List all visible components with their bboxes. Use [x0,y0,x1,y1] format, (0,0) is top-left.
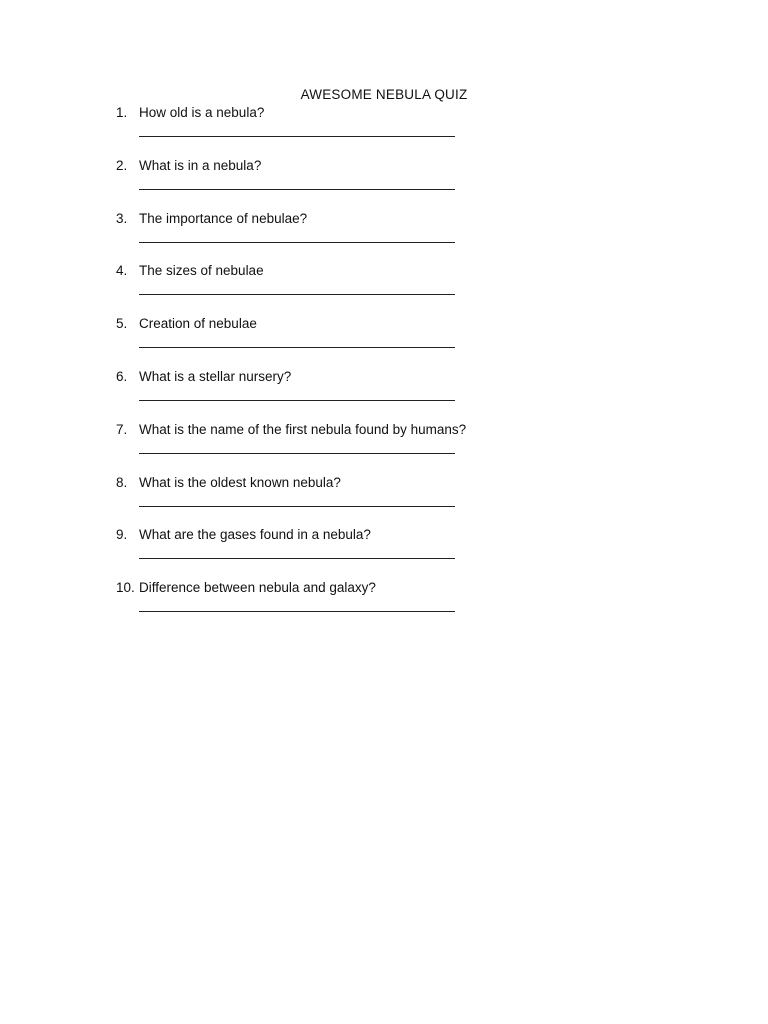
question-number: 4. [116,263,128,279]
question-row [116,315,576,333]
question-item [116,262,576,315]
answer-line[interactable] [139,242,455,243]
question-row [116,474,576,492]
question-number: 6. [116,368,128,384]
question-row [116,262,576,280]
question-text: What is the oldest known nebula? [139,474,341,490]
question-item [116,315,576,368]
question-item [116,104,576,157]
question-text: What are the gases found in a nebula? [139,527,371,543]
question-item [116,157,576,210]
quiz-title-text: AWESOME NEBULA QUIZ [300,87,468,102]
question-number: 2. [116,157,128,173]
question-row [116,210,576,228]
answer-line[interactable] [139,136,455,137]
question-number: 9. [116,527,128,543]
question-row [116,157,576,175]
question-item [116,579,576,632]
answer-line[interactable] [139,400,455,401]
answer-line[interactable] [139,347,455,348]
question-number: 7. [116,421,128,437]
question-text: The sizes of nebulae [139,263,264,279]
question-number: 1. [116,105,128,120]
question-number: 8. [116,474,128,490]
answer-line[interactable] [139,558,455,559]
question-item [116,421,576,474]
question-text: The importance of nebulae? [139,210,308,226]
question-text: Difference between nebula and galaxy? [139,580,376,596]
quiz-title [0,87,768,102]
question-row [116,368,576,386]
question-row [116,421,576,439]
question-text: How old is a nebula? [139,105,265,120]
question-text: What is a stellar nursery? [139,368,292,384]
question-item [116,526,576,579]
question-text: What is in a nebula? [139,157,262,173]
answer-line[interactable] [139,611,455,612]
question-text: Creation of nebulae [139,316,257,332]
question-number: 3. [116,210,128,226]
question-item [116,368,576,421]
answer-line[interactable] [139,189,455,190]
question-text: What is the name of the first nebula found by humans? [139,421,467,437]
question-row [116,526,576,544]
answer-line[interactable] [139,294,455,295]
question-number: 5. [116,316,128,332]
answer-line[interactable] [139,506,455,507]
question-list [116,104,576,632]
question-item [116,210,576,263]
answer-line[interactable] [139,453,455,454]
question-row [116,579,576,597]
question-row [116,104,576,122]
question-item [116,474,576,527]
question-number: 10. [116,580,135,596]
